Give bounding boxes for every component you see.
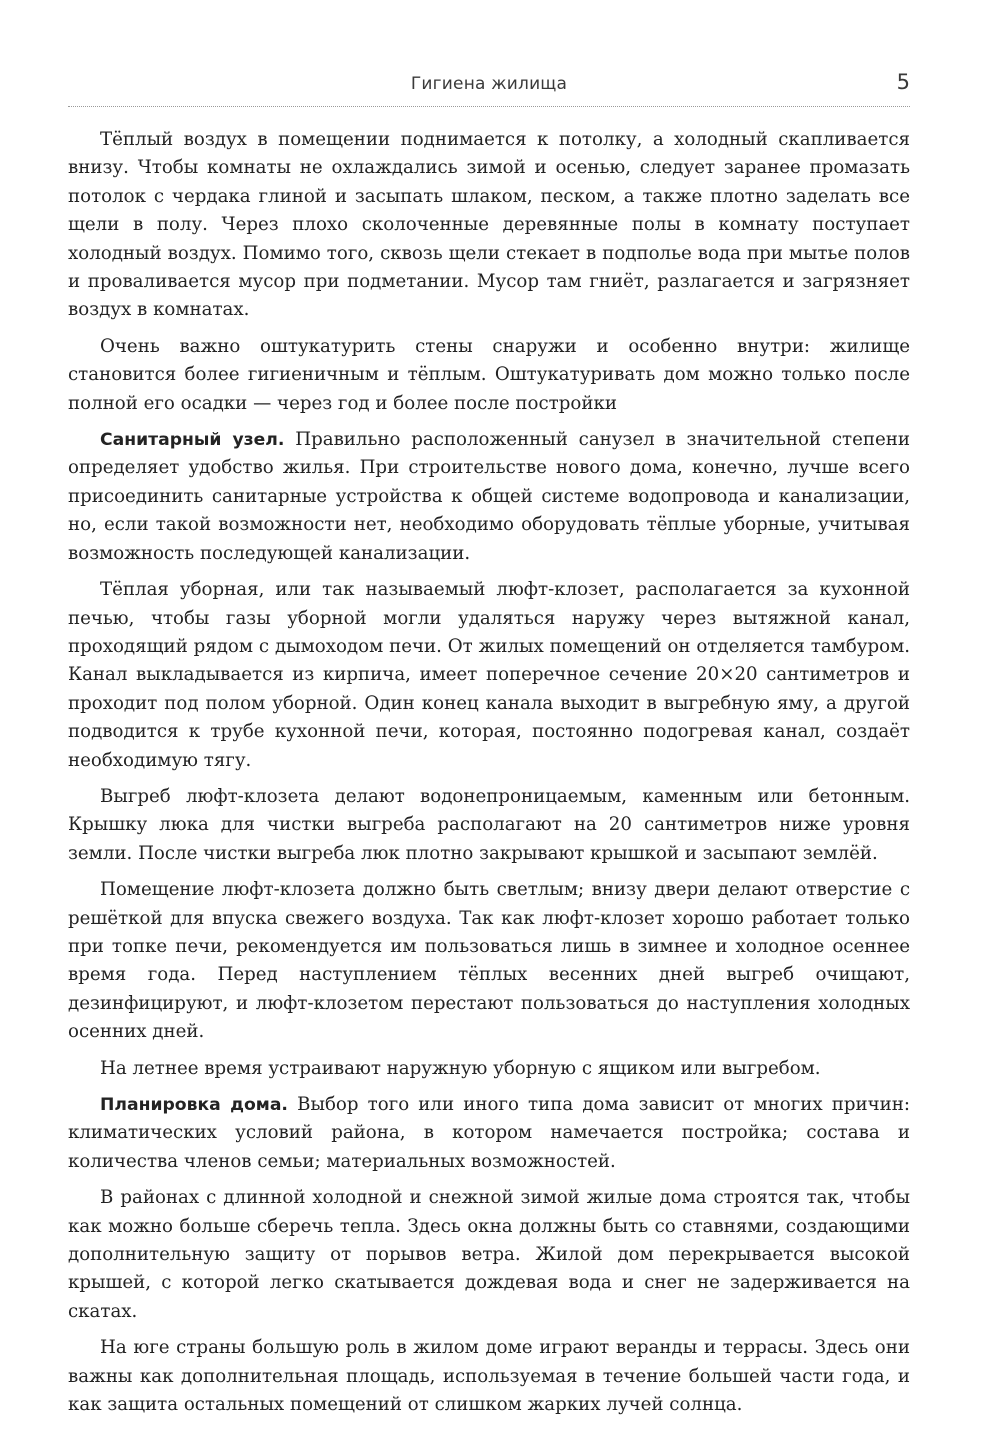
paragraph-text: В районах с длинной холодной и снежной зимой жилые дома строятся так, чтобы как можно больше сберечь тепла. Здесь окна должны быть со ставнями, создающими дополнительную защиту от порывов ветра. Жилой дом перекрывается высокой крышей, с которой легко скатывается дождевая вода и снег не задерживается на скатах. bbox=[68, 1187, 910, 1322]
body-text bbox=[68, 126, 910, 1427]
paragraph-cesspit bbox=[68, 783, 910, 868]
paragraph-warm-air bbox=[68, 126, 910, 325]
paragraph-text: Выбор того или иного типа дома зависит от многих причин: климатических условий района, в котором намечается постройка; состава и количества членов семьи; материальных возможностей. bbox=[68, 1094, 911, 1172]
paragraph-text: Помещение люфт-клозета должно быть светлым; внизу двери делают отверстие с решёткой для впуска свежего воздуха. Так как люфт-клозет хорошо работает только при топке печи, рекомендуется им пользоваться лишь в зимнее и холодное осеннее время года. Перед наступлением тёплых весенних дней выгреб очищают, дезинфицируют, и люфт-клозетом перестают пользоваться до наступления холодных осенних дней. bbox=[68, 879, 910, 1043]
paragraph-text: Очень важно оштукатурить стены снаружи и особенно внутри: жилище становится более гигиеничным и тёплым. Оштукатуривать дом можно только после полной его осадки — через год и более после постройки bbox=[68, 335, 910, 414]
paragraph-text: На юге страны большую роль в жилом доме играют веранды и террасы. Здесь они важны как дополнительная площадь, используемая в течение большей части года, и как защита остальных помещений от слишком жарких лучей солнца. bbox=[68, 1337, 910, 1416]
paragraph-sanitary-unit bbox=[68, 426, 910, 568]
page-number: 5 bbox=[896, 70, 910, 94]
section-lead-planning: Планировка дома. bbox=[100, 1095, 288, 1115]
paragraph-text: Правильно расположенный санузел в значительной степени определяет удобство жилья. При строительстве нового дома, конечно, лучше всего присоединить санитарные устройства к общей системе водопровода и канализации, но, если такой возможности нет, необходимо оборудовать тёплые уборные, учитывая возможность последующей канализации. bbox=[68, 429, 910, 564]
paragraph-text: На летнее время устраивают наружную уборную с ящиком или выгребом. bbox=[100, 1057, 821, 1079]
paragraph-summer-toilet bbox=[68, 1055, 910, 1083]
running-header bbox=[68, 62, 910, 107]
paragraph-south bbox=[68, 1334, 910, 1419]
paragraph-warm-toilet bbox=[68, 576, 910, 775]
paragraph-lighting bbox=[68, 876, 910, 1046]
section-lead-sanitary: Санитарный узел. bbox=[100, 430, 285, 451]
paragraph-house-planning bbox=[68, 1091, 910, 1176]
paragraph-text: Тёплая уборная, или так называемый люфт-клозет, располагается за кухонной печью, чтобы газы уборной могли удаляться наружу через вытяжной канал, проходящий рядом с дымоходом печи. От жилых помещений он отделяется тамбуром. Канал выкладывается из кирпича, имеет поперечное сечение 20×20 сантиметров и проходит под полом уборной. Один конец канала выходит в выгребную яму, а другой подводится к трубе кухонной печи, которая, постоянно подогревая канал, создаёт необходимую тягу. bbox=[68, 579, 910, 771]
paragraph-text: Выгреб люфт-клозета делают водонепроницаемым, каменным или бетонным. Крышку люка для чистки выгреба располагают на 20 сантиметров ниже уровня земли. После чистки выгреба люк плотно закрывают крышкой и засыпают землёй. bbox=[68, 785, 910, 864]
paragraph-text: Тёплый воздух в помещении поднимается к потолку, а холодный скапливается внизу. Чтобы комнаты не охлаждались зимой и осенью, следует заранее промазать потолок с чердака глиной и засыпать шлаком, песком, а также плотно заделать все щели в полу. Через плохо сколоченные деревянные полы в комнату поступает холодный воздух. Помимо того, сквозь щели стекает в подполье вода при мытье полов и проваливается мусор при подметании. Мусор там гниёт, разлагается и загрязняет воздух в комнатах. bbox=[68, 129, 910, 321]
paragraph-plaster bbox=[68, 333, 910, 418]
paragraph-cold-regions bbox=[68, 1184, 910, 1326]
chapter-title: Гигиена жилища bbox=[410, 74, 568, 94]
